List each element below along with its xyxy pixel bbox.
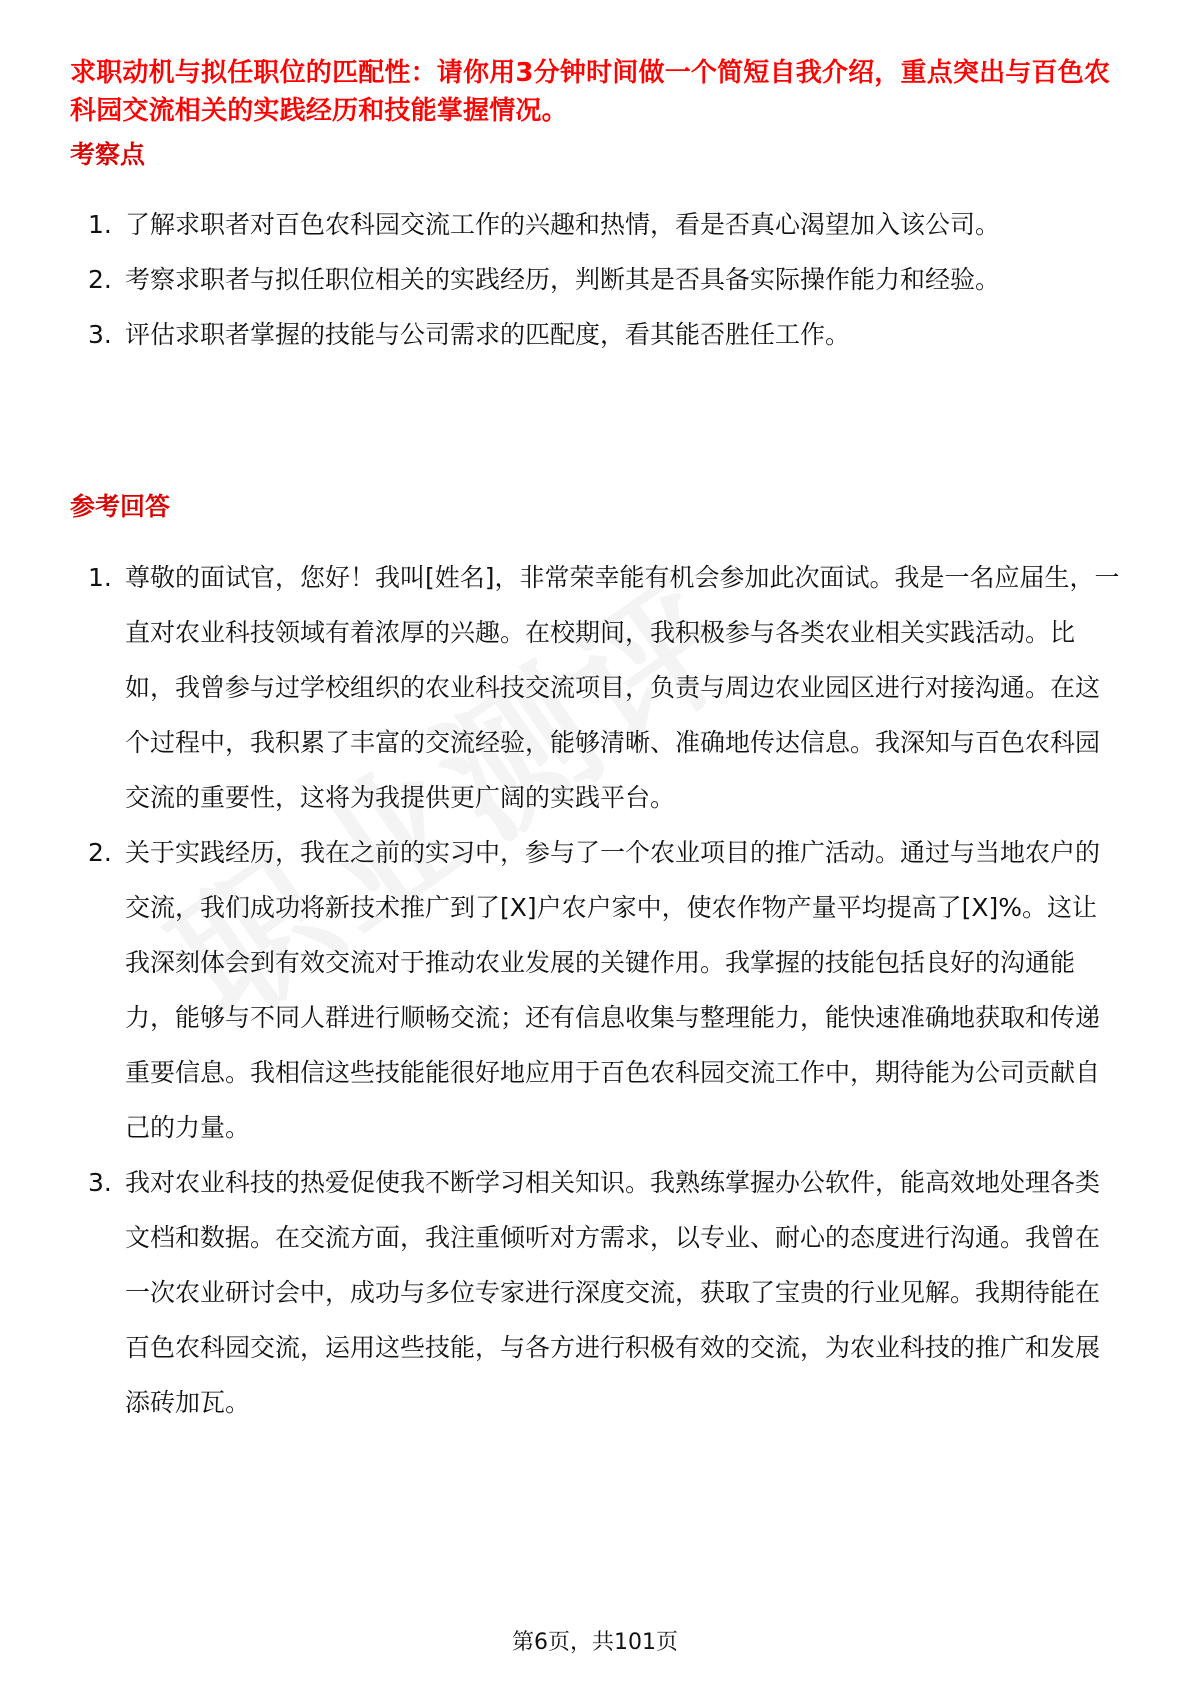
- list-item: [70, 550, 1120, 825]
- cankao-list: [70, 550, 1120, 1430]
- list-item-text: 我对农业科技的热爱促使我不断学习相关知识。我熟练掌握办公软件，能高效地处理各类文档和数据。在交流方面，我注重倾听对方需求，以专业、耐心的态度进行沟通。我曾在一次农业研讨会中，成功与多位专家进行深度交流，获取了宝贵的行业见解。我期待能在百色农科园交流，运用这些技能，与各方进行积极有效的交流，为农业科技的推广和发展添砖加瓦。: [125, 1168, 1101, 1417]
- list-number: 1.: [88, 210, 112, 239]
- list-item-text: 关于实践经历，我在之前的实习中，参与了一个农业项目的推广活动。通过与当地农户的交流，我们成功将新技术推广到了[X]户农户家中，使农作物产量平均提高了[X]%。这让我深刻体会到有效交流对于推动农业发展的关键作用。我掌握的技能包括良好的沟通能力，能够与不同人群进行顺畅交流；还有信息收集与整理能力，能快速准确地获取和传递重要信息。我相信这些技能能很好地应用于百色农科园交流工作中，期待能为公司贡献自己的力量。: [125, 838, 1101, 1142]
- list-number: 2.: [88, 265, 112, 294]
- list-number: 3.: [88, 1168, 112, 1197]
- list-number: 1.: [88, 563, 112, 592]
- kaocha-list: [70, 197, 1120, 362]
- list-item: [70, 252, 1120, 307]
- list-item: [70, 197, 1120, 252]
- page-footer: 第6页，共101页: [512, 1630, 678, 1655]
- section-title-kaocha: 考察点: [70, 140, 146, 169]
- list-item-text: 考察求职者与拟任职位相关的实践经历，判断其是否具备实际操作能力和经验。: [125, 265, 1001, 294]
- list-item-text: 了解求职者对百色农科园交流工作的兴趣和热情，看是否真心渴望加入该公司。: [125, 210, 1001, 239]
- list-item: [70, 307, 1120, 362]
- list-number: 3.: [88, 320, 112, 349]
- list-item-text: 尊敬的面试官，您好！我叫[姓名]，非常荣幸能有机会参加此次面试。我是一名应届生，一直对农业科技领域有着浓厚的兴趣。在校期间，我积极参与各类农业相关实践活动。比如，我曾参与过学校组织的农业科技交流项目，负责与周边农业园区进行对接沟通。在这个过程中，我积累了丰富的交流经验，能够清晰、准确地传达信息。我深知与百色农科园交流的重要性，这将为我提供更广阔的实践平台。: [125, 563, 1120, 812]
- list-item-text: 评估求职者掌握的技能与公司需求的匹配度，看其能否胜任工作。: [125, 320, 851, 349]
- list-item: [70, 825, 1120, 1155]
- list-item: [70, 1155, 1120, 1430]
- list-number: 2.: [88, 838, 112, 867]
- section-title-cankao: 参考回答: [70, 492, 171, 521]
- question-heading: 求职动机与拟任职位的匹配性：请你用3分钟时间做一个简短自我介绍，重点突出与百色农科园交流相关的实践经历和技能掌握情况。: [70, 58, 1111, 126]
